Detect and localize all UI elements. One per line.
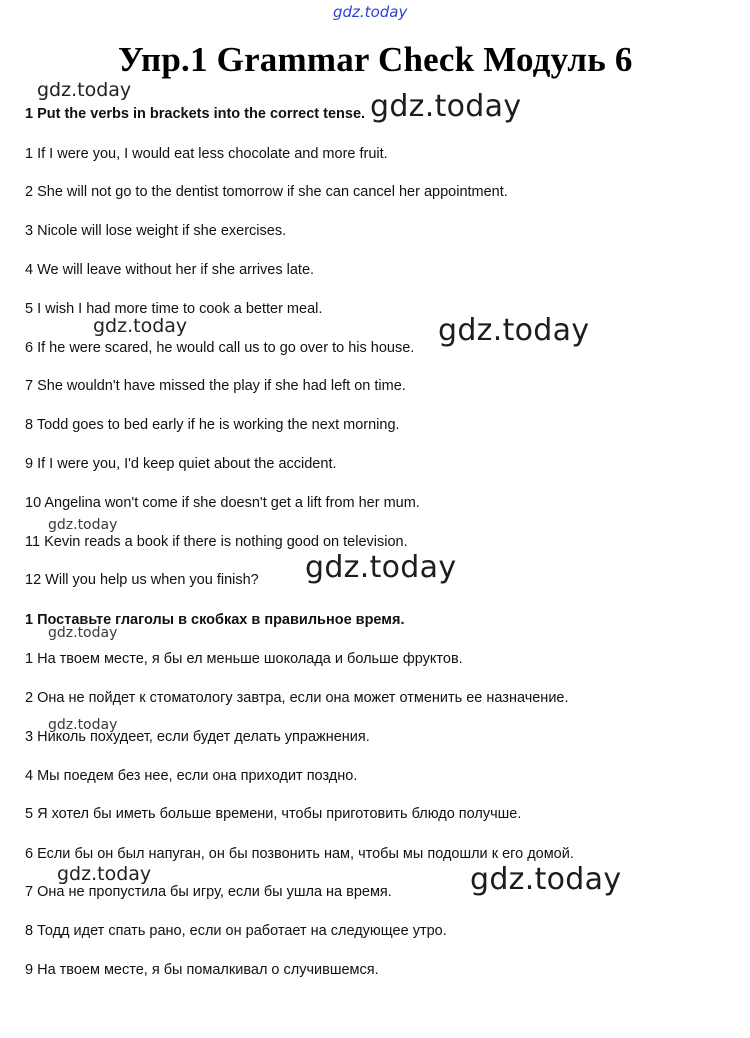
russian-line: 7 Она не пропустила бы игру, если бы ушла на время. — [25, 884, 392, 900]
english-line: 2 She will not go to the dentist tomorrow if she can cancel her appointment. — [25, 184, 508, 200]
russian-line: 2 Она не пойдет к стоматологу завтра, если она может отменить ее назначение. — [25, 690, 569, 706]
page-title: Упр.1 Grammar Check Модуль 6 — [118, 40, 633, 79]
top-watermark: gdz.today — [333, 3, 408, 21]
watermark: gdz.today — [37, 79, 132, 101]
watermark: gdz.today — [48, 625, 118, 641]
english-line: 4 We will leave without her if she arrives late. — [25, 262, 315, 278]
watermark: gdz.today — [48, 517, 118, 533]
english-line: 5 I wish I had more time to cook a better meal. — [25, 301, 323, 317]
english-line: 12 Will you help us when you finish? — [25, 572, 259, 588]
russian-line: 4 Мы поедем без нее, если она приходит поздно. — [25, 768, 358, 784]
english-line: 7 She wouldn't have missed the play if she had left on time. — [25, 378, 406, 394]
russian-line: 5 Я хотел бы иметь больше времени, чтобы приготовить блюдо получше. — [25, 806, 522, 822]
watermark: gdz.today — [438, 313, 590, 348]
russian-line: 6 Если бы он был напуган, он бы позвонить нам, чтобы мы подошли к его домой. — [25, 846, 574, 862]
watermark: gdz.today — [93, 315, 188, 337]
watermark: gdz.today — [370, 89, 522, 124]
russian-line: 1 На твоем месте, я бы ел меньше шоколада и больше фруктов. — [25, 651, 463, 667]
english-line: 1 If I were you, I would eat less chocolate and more fruit. — [25, 146, 388, 162]
watermark: gdz.today — [470, 862, 622, 897]
english-line: 11 Kevin reads a book if there is nothing good on television. — [25, 534, 408, 550]
watermark: gdz.today — [305, 550, 457, 585]
english-line: 8 Todd goes to bed early if he is working the next morning. — [25, 417, 400, 433]
english-line: 3 Nicole will lose weight if she exercises. — [25, 223, 287, 239]
english-line: 9 If I were you, I'd keep quiet about the accident. — [25, 456, 337, 472]
english-line: 10 Angelina won't come if she doesn't get a lift from her mum. — [25, 495, 420, 511]
watermark: gdz.today — [57, 863, 152, 885]
russian-line: 3 Николь похудеет, если будет делать упражнения. — [25, 729, 370, 745]
russian-line: 8 Тодд идет спать рано, если он работает на следующее утро. — [25, 923, 447, 939]
watermark: gdz.today — [48, 717, 118, 733]
english-section-heading: 1 Put the verbs in brackets into the correct tense. — [25, 106, 366, 122]
russian-section-heading: 1 Поставьте глаголы в скобках в правильное время. — [25, 612, 405, 628]
russian-line: 9 На твоем месте, я бы помалкивал о случившемся. — [25, 962, 379, 978]
english-line: 6 If he were scared, he would call us to go over to his house. — [25, 340, 415, 356]
